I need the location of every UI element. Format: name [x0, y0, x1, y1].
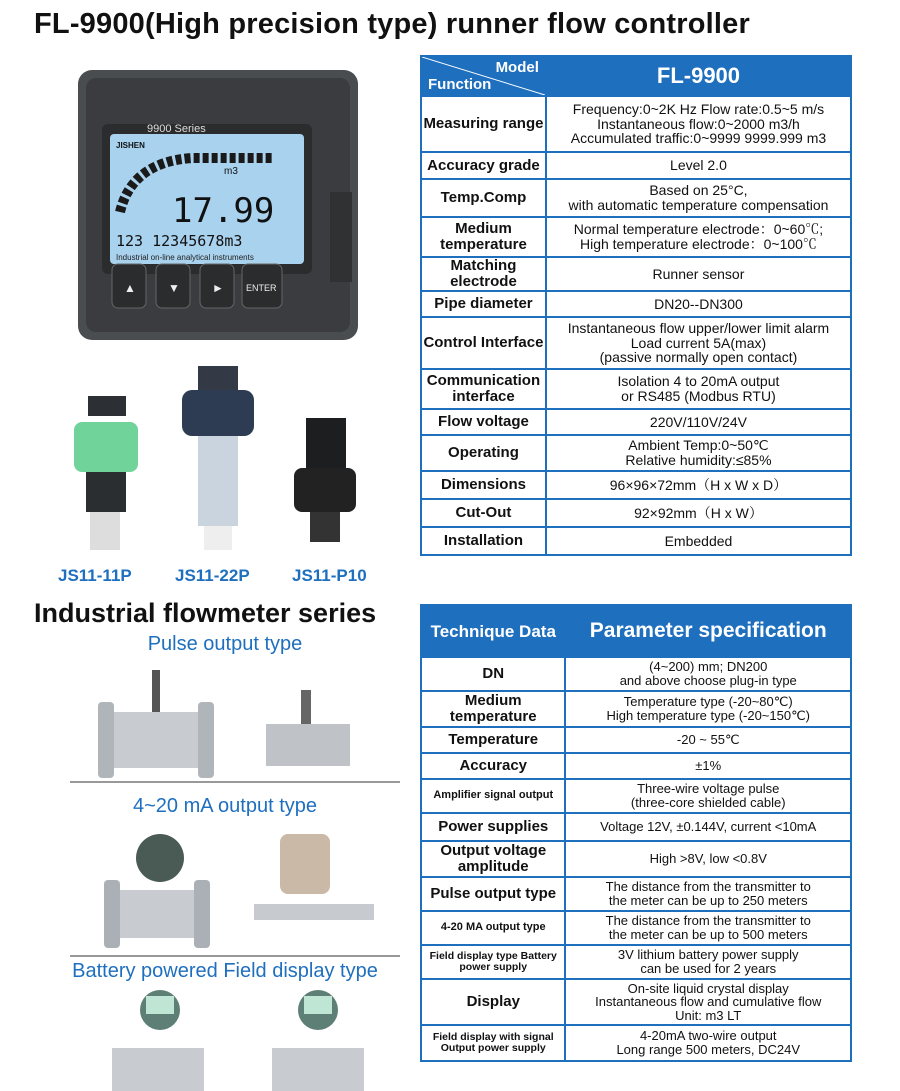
spec-table [420, 55, 852, 556]
tech-value [565, 727, 851, 753]
spec-row [421, 471, 851, 499]
electrode-label-3: JS11-P10 [292, 566, 367, 585]
tech-value [565, 657, 851, 691]
tech-value [565, 911, 851, 945]
spec-value [546, 499, 851, 527]
spec-row [421, 152, 851, 179]
tech-value-line: 4-20mA two-wire output [639, 1028, 777, 1044]
tech-value-line: ±1% [695, 758, 722, 774]
spec-row [421, 291, 851, 317]
tech-value-line: -20 ~ 55℃ [676, 732, 740, 748]
page-title: FL-9900(High precision type) runner flow controller [34, 8, 750, 40]
spec-value [546, 217, 851, 257]
svg-text:17.99: 17.99 [172, 191, 275, 231]
spec-row [421, 96, 851, 152]
tech-row [421, 877, 851, 911]
spec-value-line: (passive normally open contact) [599, 349, 798, 366]
spec-value-line: Embedded [664, 532, 733, 549]
tech-row [421, 911, 851, 945]
spec-key: Temp.Comp [421, 179, 546, 217]
spec-value-line: Ambient Temp:0~50℃ [628, 437, 769, 454]
tech-key: Amplifier signal output [421, 779, 565, 813]
tech-value-line: can be used for 2 years [640, 961, 777, 976]
spec-key: Matching electrode [421, 257, 546, 291]
type-label-pulse: Pulse output type [147, 633, 303, 655]
spec-value [546, 369, 851, 409]
tech-value-line: the meter can be up to 500 meters [608, 927, 808, 942]
tech-value [565, 979, 851, 1025]
tech-key: Field display type Battery power supply [421, 945, 565, 979]
electrode-label-1: JS11-11P [58, 566, 132, 585]
battery-flowmeter-image [100, 988, 400, 1091]
tech-value-line: Unit: m3 LT [675, 1007, 742, 1023]
spec-value [546, 435, 851, 471]
tech-value-line: 3V lithium battery power supply [617, 947, 799, 963]
type-label-4-20ma: 4~20 mA output type [132, 795, 318, 817]
tech-key: Output voltage amplitude [421, 841, 565, 877]
tech-value-line: Instantaneous flow and cumulative flow [595, 994, 822, 1010]
tech-value-line: the meter can be up to 250 meters [608, 893, 808, 908]
tech-key: Field display with signal Output power supply [421, 1025, 565, 1061]
spec-value-line: 220V/110V/24V [649, 413, 747, 430]
spec-value-line: Runner sensor [652, 265, 745, 282]
tech-value-line: and above choose plug-in type [619, 673, 797, 688]
tech-value [565, 813, 851, 841]
svg-text:▲: ▲ [124, 281, 136, 295]
tech-value [565, 877, 851, 911]
spec-value-line: Instantaneous flow:0~2000 m3/h [597, 115, 800, 132]
tech-value-line: (4~200) mm; DN200 [649, 659, 768, 675]
spec-key: Communication interface [421, 369, 546, 409]
electrode-images [60, 360, 390, 560]
spec-row [421, 435, 851, 471]
tech-header-1: Technique Data [421, 605, 565, 657]
spec-key: Operating [421, 435, 546, 471]
tech-key: Pulse output type [421, 877, 565, 911]
spec-value-line: High temperature electrode：0~100℃ [579, 236, 817, 252]
tech-value-line: Voltage 12V, ±0.144V, current <10mA [600, 819, 817, 835]
spec-value-line: Level 2.0 [670, 157, 727, 174]
spec-row [421, 317, 851, 369]
tech-value-line: The distance from the transmitter to [605, 879, 811, 895]
tech-key: DN [421, 657, 565, 691]
tech-row [421, 813, 851, 841]
tech-row [421, 657, 851, 691]
tech-value-line: High >8V, low <0.8V [649, 851, 767, 867]
tech-key: Temperature [421, 727, 565, 753]
separator-1 [70, 781, 400, 783]
tech-value [565, 691, 851, 727]
tech-table [420, 604, 852, 1062]
spec-value [546, 291, 851, 317]
svg-text:JISHEN: JISHEN [116, 141, 145, 150]
tech-value [565, 945, 851, 979]
spec-key: Dimensions [421, 471, 546, 499]
spec-value-line: 96×96×72mm（H x W x D） [609, 476, 788, 493]
spec-row [421, 179, 851, 217]
tech-key: Power supplies [421, 813, 565, 841]
svg-text:9900 Series: 9900 Series [147, 123, 206, 135]
section-title: Industrial flowmeter series [34, 598, 377, 628]
spec-value-line: 92×92mm（H x W） [634, 504, 763, 521]
controller-device-image [72, 62, 372, 362]
spec-row [421, 217, 851, 257]
pulse-flowmeter-image [96, 660, 406, 780]
spec-value-line: Frequency:0~2K Hz Flow rate:0.5~5 m/s [572, 100, 825, 117]
tech-value [565, 753, 851, 779]
spec-value [546, 527, 851, 555]
tech-row [421, 841, 851, 877]
tech-row [421, 779, 851, 813]
tech-key: Accuracy [421, 753, 565, 779]
spec-row [421, 369, 851, 409]
spec-key: Control Interface [421, 317, 546, 369]
model-header: Model [495, 59, 539, 76]
spec-key: Accuracy grade [421, 152, 546, 179]
tech-value-line: Temperature type (-20~80℃) [623, 694, 793, 710]
spec-row [421, 499, 851, 527]
spec-value [546, 317, 851, 369]
spec-value-line: with automatic temperature compensation [568, 197, 829, 213]
spec-value [546, 409, 851, 435]
spec-value [546, 179, 851, 217]
svg-text:▼: ▼ [168, 281, 180, 295]
spec-key: Cut-Out [421, 499, 546, 527]
spec-value-line: Isolation 4 to 20mA output [617, 373, 780, 390]
tech-value-line: (three-core shielded cable) [630, 795, 786, 810]
spec-row [421, 527, 851, 555]
tech-row [421, 727, 851, 753]
tech-value-line: The distance from the transmitter to [605, 913, 811, 929]
spec-value-line: Load current 5A(max) [630, 334, 767, 351]
svg-text:m3: m3 [224, 166, 238, 177]
spec-value-line: Based on 25°C, [649, 182, 748, 199]
spec-key: Pipe diameter [421, 291, 546, 317]
tech-key: Medium temperature [421, 691, 565, 727]
spec-key: Installation [421, 527, 546, 555]
svg-text:ENTER: ENTER [246, 283, 277, 293]
spec-value-line: Instantaneous flow upper/lower limit alarm [567, 319, 830, 336]
svg-text:►: ► [212, 281, 224, 295]
ma-flowmeter-image [100, 824, 400, 954]
spec-value-line: Relative humidity:≤85% [625, 452, 772, 468]
tech-row [421, 753, 851, 779]
tech-value [565, 1025, 851, 1061]
type-label-battery: Battery powered Field display type [72, 960, 378, 982]
spec-value [546, 471, 851, 499]
tech-value-line: High temperature type (-20~150℃) [606, 708, 811, 723]
function-header: Function [428, 76, 492, 94]
spec-row [421, 257, 851, 291]
spec-value [546, 257, 851, 291]
separator-2 [70, 955, 400, 957]
spec-value [546, 96, 851, 152]
spec-value-line: Accumulated traffic:0~9999 9999.999 m3 [570, 130, 827, 147]
spec-header-corner [421, 56, 546, 96]
tech-row [421, 979, 851, 1025]
electrode-label-2: JS11-22P [175, 566, 250, 585]
spec-key: Flow voltage [421, 409, 546, 435]
spec-value-line: Normal temperature electrode：0~60℃; [573, 221, 824, 238]
spec-key: Measuring range [421, 96, 546, 152]
tech-header-2: Parameter specification [565, 605, 851, 657]
spec-value-line: DN20--DN300 [654, 295, 743, 312]
tech-value-line: Three-wire voltage pulse [637, 781, 780, 797]
model-value-header: FL-9900 [546, 56, 851, 96]
tech-key: Display [421, 979, 565, 1025]
svg-text:123 12345678m3: 123 12345678m3 [116, 232, 243, 250]
svg-text:Industrial on-line analytical: Industrial on-line analytical instruments [116, 253, 254, 262]
spec-key: Medium temperature [421, 217, 546, 257]
spec-value-line: or RS485 (Modbus RTU) [621, 388, 776, 404]
tech-value [565, 841, 851, 877]
tech-row [421, 1025, 851, 1061]
tech-row [421, 691, 851, 727]
spec-value [546, 152, 851, 179]
tech-key: 4-20 MA output type [421, 911, 565, 945]
tech-value-line: On-site liquid crystal display [627, 980, 789, 996]
spec-row [421, 409, 851, 435]
tech-value [565, 779, 851, 813]
tech-row [421, 945, 851, 979]
tech-value-line: Long range 500 meters, DC24V [616, 1042, 801, 1057]
